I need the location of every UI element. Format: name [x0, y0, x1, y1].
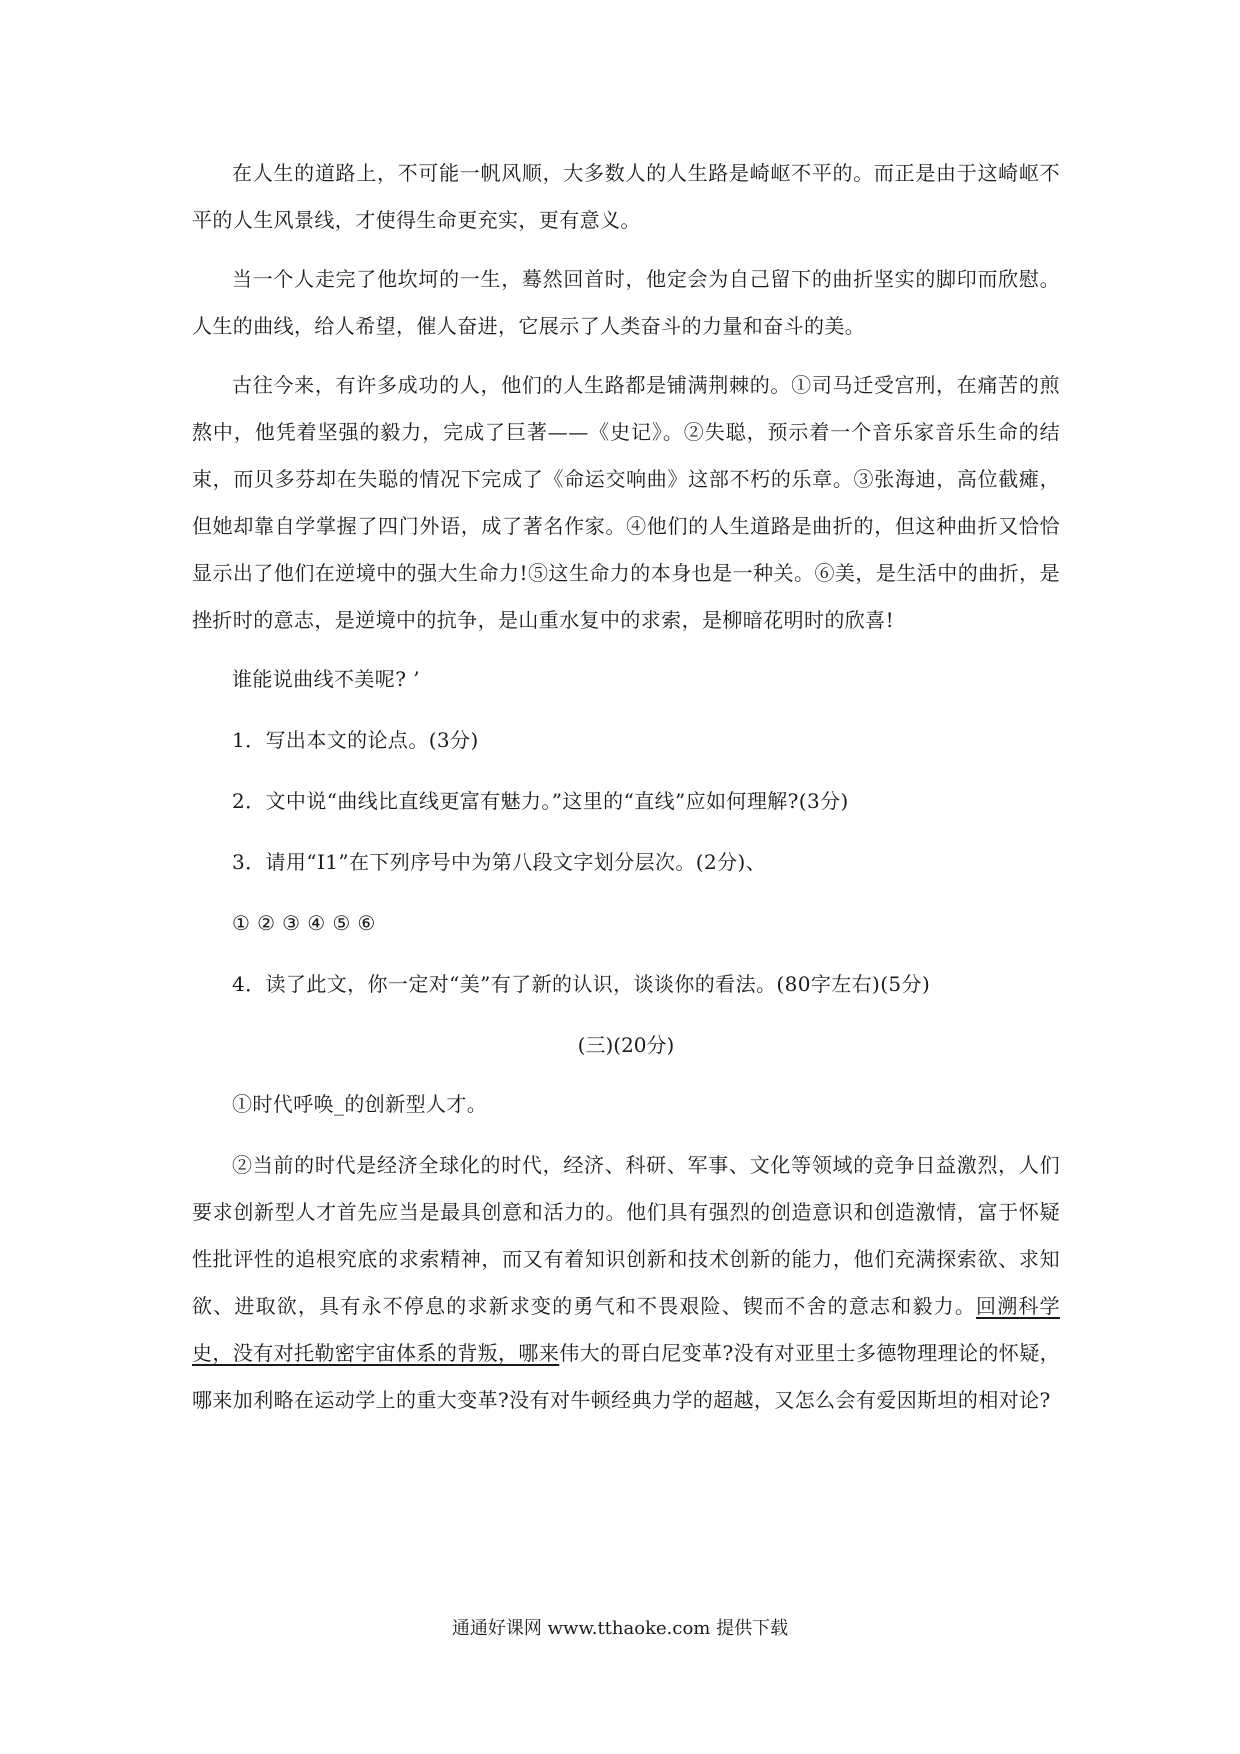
underlined-sentence: 回溯科学史，没有对托勒密宇宙体系的背叛，哪来: [192, 1294, 1060, 1365]
section-paragraph-1: ①时代呼唤_的创新型人才。: [232, 1092, 488, 1116]
section-paragraph-2: [192, 1142, 1060, 1424]
question-2: 2．文中说“曲线比直线更富有魅力。”这里的“直线”应如何理解?(3分): [232, 789, 849, 813]
section-heading: (三)(20分): [577, 1033, 675, 1057]
question-1: 1．写出本文的论点。(3分): [232, 728, 479, 752]
document-body: [192, 150, 1060, 1436]
section-paragraph-2-rest: 伟大的哥白尼变革?没有对亚里士多德物理理论的怀疑，哪来加利略在运动学上的重大变革?没有对牛顿经典力学的超越，又怎么会有爱因斯坦的相对论?: [192, 1341, 1060, 1412]
paragraph-2: 当一个人走完了他坎坷的一生，蓦然回首时，他定会为自己留下的曲折坚实的脚印而欣慰。人生的曲线，给人希望，催人奋进，它展示了人类奋斗的力量和奋斗的美。: [192, 267, 1060, 338]
question-3: 3．请用“I1”在下列序号中为第八段文字划分层次。(2分)、: [232, 850, 767, 874]
question-3-options: ① ② ③ ④ ⑤ ⑥: [232, 911, 376, 935]
section-paragraph-2-text: ②当前的时代是经济全球化的时代，经济、科研、军事、文化等领域的竞争日益激烈，人们要求创新型人才首先应当是最具创意和活力的。他们具有强烈的创造意识和创造激情，富于怀疑性批评性的追根究底的求索精神，而又有着知识创新和技术创新的能力，他们充满探索欲、求知欲、进取欲，具有永不停息的求新求变的勇气和不畏艰险、锲而不舍的意志和毅力。: [192, 1153, 1060, 1318]
question-4: 4．读了此文，你一定对“美”有了新的认识，谈谈你的看法。(80字左右)(5分): [232, 972, 931, 996]
page-footer: 通通好课网 www.tthaoke.com 提供下载: [451, 1618, 789, 1639]
paragraph-4: 谁能说曲线不美呢? ’: [232, 667, 420, 691]
paragraph-1: 在人生的道路上，不可能一帆风顺，大多数人的人生路是崎岖不平的。而正是由于这崎岖不平的人生风景线，才使得生命更充实，更有意义。: [192, 161, 1060, 232]
paragraph-3: 古往今来，有许多成功的人，他们的人生路都是铺满荆棘的。①司马迁受宫刑，在痛苦的煎熬中，他凭着坚强的毅力，完成了巨著——《史记》。②失聪，预示着一个音乐家音乐生命的结束，而贝多芬却在失聪的情况下完成了《命运交响曲》这部不朽的乐章。③张海迪，高位截瘫，但她却靠自学掌握了四门外语，成了著名作家。④他们的人生道路是曲折的，但这种曲折又恰恰显示出了他们在逆境中的强大生命力!⑤这生命力的本身也是一种关。⑥美，是生活中的曲折，是挫折时的意志，是逆境中的抗争，是山重水复中的求索，是柳暗花明时的欣喜!: [192, 373, 1060, 632]
